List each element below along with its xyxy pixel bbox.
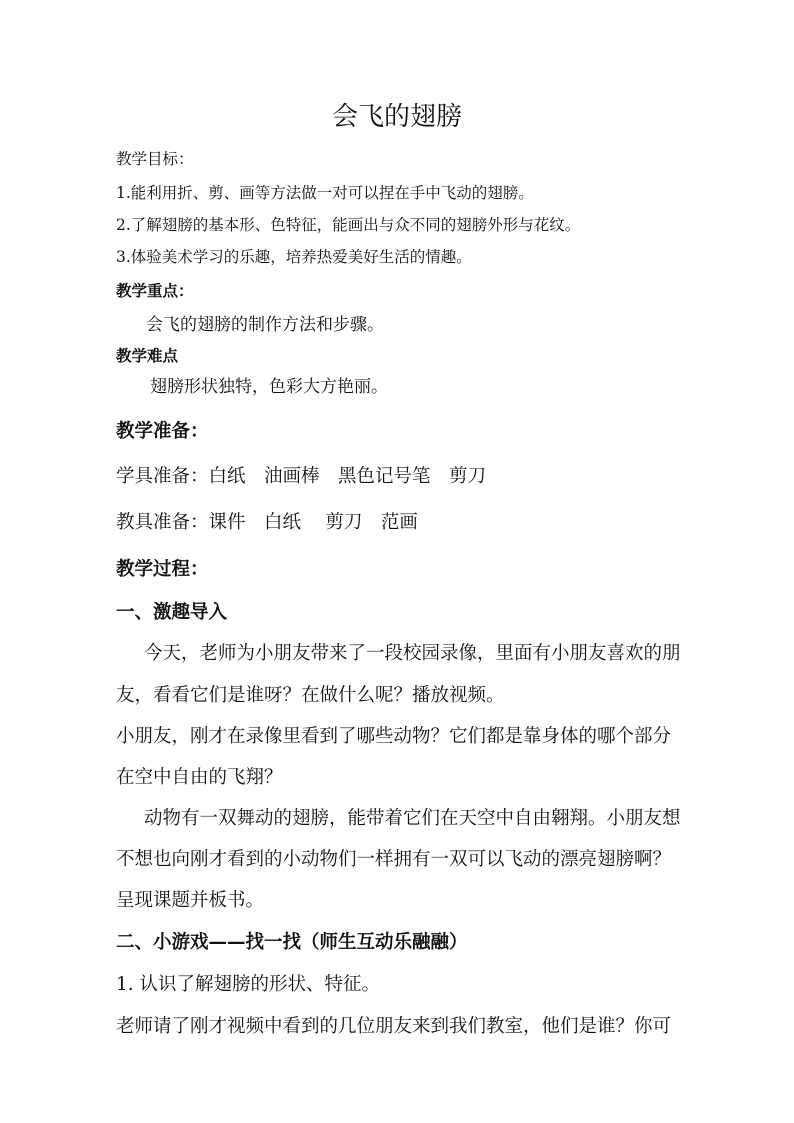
teacher-preparation: 教具准备：课件 白纸 剪刀 范画 <box>116 512 418 533</box>
difficulty-heading: 教学难点 <box>116 346 179 365</box>
key-points-text: 会飞的翅膀的制作方法和步骤。 <box>146 315 384 335</box>
goal-item: 2.了解翅膀的基本形、色特征，能画出与众不同的翅膀外形与花纹。 <box>116 216 581 234</box>
paragraph-line: 小朋友，刚才在录像里看到了哪些动物？它们都是靠身体的哪个部分 <box>116 726 672 747</box>
section1-heading: 一、激趣导入 <box>116 602 228 623</box>
preparation-heading: 教学准备： <box>116 421 209 442</box>
key-points-heading: 教学重点： <box>116 281 194 300</box>
paragraph-line: 老师请了刚才视频中看到的几位朋友来到我们教室，他们是谁？你可 <box>116 1016 672 1037</box>
goals-heading: 教学目标： <box>116 150 194 168</box>
paragraph-line: 今天，老师为小朋友带来了一段校园录像，里面有小朋友喜欢的朋 <box>144 643 681 664</box>
goal-item: 1.能利用折、剪、画等方法做一对可以捏在手中飞动的翅膀。 <box>116 184 534 202</box>
difficulty-text: 翅膀形状独特，色彩大方艳丽。 <box>150 377 388 397</box>
paragraph-line: 友，看看它们是谁呀？在做什么呢？播放视频。 <box>116 685 505 706</box>
student-preparation: 学具准备：白纸 油画棒 黑色记号笔 剪刀 <box>116 466 487 487</box>
paragraph-line: 呈现课题并板书。 <box>116 890 265 911</box>
paragraph-line: 在空中自由的飞翔？ <box>116 767 283 788</box>
paragraph-line: 1. 认识了解翅膀的形状、特征。 <box>116 974 381 995</box>
paragraph-line: 不想也向刚才看到的小动物们一样拥有一双可以飞动的漂亮翅膀啊？ <box>116 849 672 870</box>
paragraph-line: 动物有一双舞动的翅膀，能带着它们在天空中自由翱翔。小朋友想 <box>144 808 681 829</box>
goal-item: 3.体验美术学习的乐趣，培养热爱美好生活的情趣。 <box>116 248 472 266</box>
section2-heading: 二、小游戏——找一找（师生互动乐融融） <box>116 932 468 953</box>
process-heading: 教学过程： <box>116 559 209 580</box>
document-title: 会飞的翅膀 <box>331 102 462 132</box>
